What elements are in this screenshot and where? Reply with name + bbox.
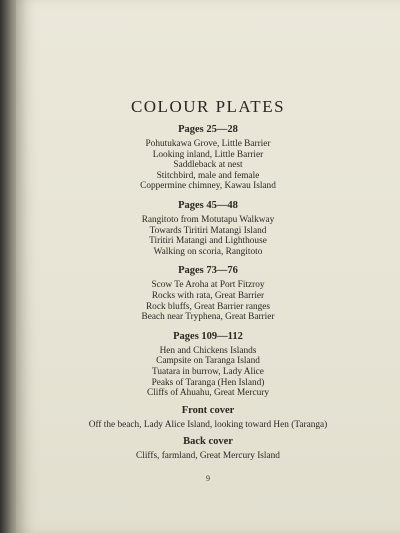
section-heading: Back cover: [183, 436, 233, 448]
plate-caption: Cliffs of Ahuahu, Great Mercury: [147, 388, 269, 399]
colour-plates-list: [16, 96, 400, 462]
plate-caption: Tuatara in burrow, Lady Alice: [152, 366, 264, 377]
page-title: COLOUR PLATES: [130, 97, 286, 116]
section-heading: Pages 109—112: [173, 330, 243, 342]
section-back-cover: [16, 435, 400, 462]
plate-caption: Tiritiri Matangi and Lighthouse: [149, 236, 267, 247]
page-number: 9: [206, 474, 210, 483]
section-heading: Pages 25—28: [178, 124, 238, 135]
plate-caption: Cliffs, farmland, Great Mercury Island: [136, 451, 280, 462]
plate-caption: Stitchbird, male and female: [156, 170, 260, 181]
section-heading: Pages 45—48: [178, 199, 238, 211]
section-pages-109-112: [16, 330, 400, 399]
book-page: [16, 0, 400, 533]
plate-caption: Coppermine chimney, Kawau Island: [140, 181, 276, 192]
plate-caption: Rangitoto from Motutapu Walkway: [141, 214, 275, 225]
plate-caption: Peaks of Taranga (Hen Island): [151, 377, 265, 388]
section-pages-73-76: [16, 264, 400, 322]
section-front-cover: [16, 404, 400, 431]
section-pages-45-48: [16, 199, 400, 257]
plate-caption: Scow Te Aroha at Port Fitzroy: [151, 280, 265, 291]
plate-caption: Towards Tiritiri Matangi Island: [149, 225, 267, 236]
plate-caption: Rock bluffs, Great Barrier ranges: [145, 301, 270, 312]
section-heading: Pages 73—76: [178, 265, 238, 277]
plate-caption: Looking inland, Little Barrier: [152, 149, 264, 160]
plate-caption: Beach near Tryphena, Great Barrier: [141, 312, 275, 323]
plate-caption: Saddleback at nest: [173, 160, 243, 171]
plate-caption: Off the beach, Lady Alice Island, looking toward Hen (Taranga): [88, 419, 328, 430]
plate-caption: Hen and Chickens Islands: [159, 345, 257, 356]
plate-caption: Pohutukawa Grove, Little Barrier: [145, 139, 271, 149]
section-heading: Front cover: [181, 404, 235, 416]
plate-caption: Walking on scoria, Rangitoto: [153, 246, 263, 257]
plate-caption: Rocks with rata, Great Barrier: [151, 290, 265, 301]
section-pages-25-28: [16, 123, 400, 192]
plate-caption: Campsite on Taranga Island: [156, 356, 260, 367]
